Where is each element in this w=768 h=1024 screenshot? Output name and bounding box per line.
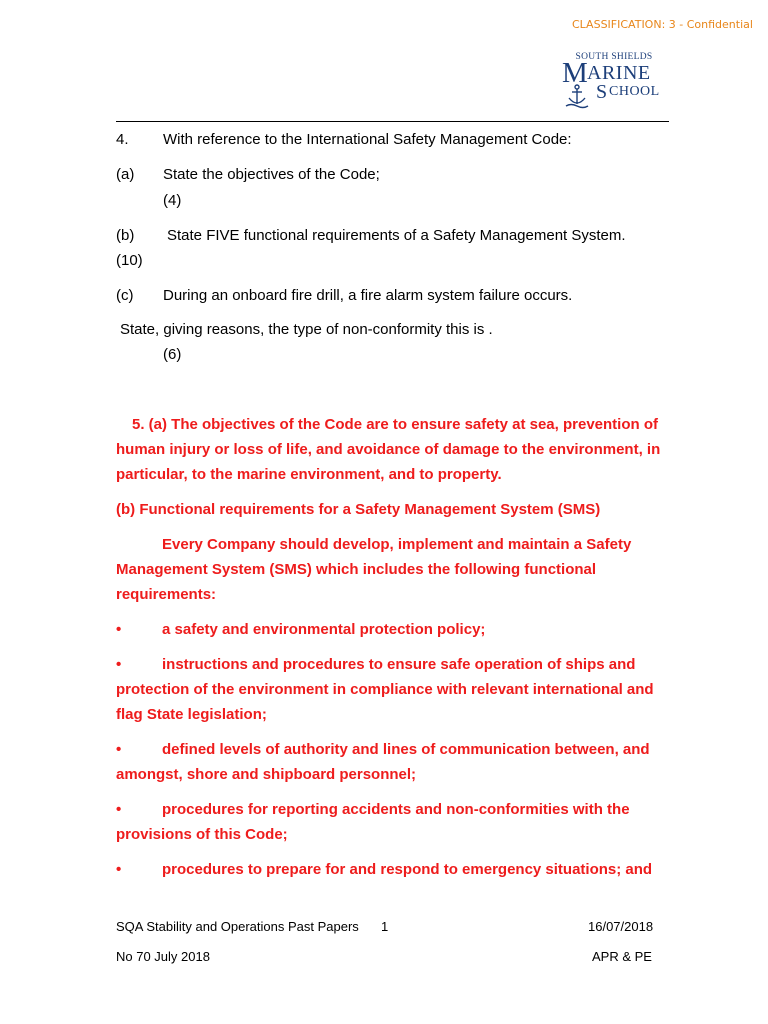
part-c-marks: (6) xyxy=(163,346,182,363)
header-rule xyxy=(116,121,669,122)
logo-line2: ARINE xyxy=(587,62,651,84)
answer-b-intro: Every Company should develop, implement and maintain a Safety Management System (SMS) which includes the following functional requirements: xyxy=(116,536,632,603)
bullet-marker: • xyxy=(116,621,122,638)
answer-bullet-2 xyxy=(116,652,676,727)
question-number: 4. xyxy=(116,131,129,148)
logo-initial-s: S xyxy=(596,81,608,103)
answer-bullet-5 xyxy=(116,857,676,882)
part-a-text: State the objectives of the Code; xyxy=(163,166,380,183)
question-stem: With reference to the International Safety Management Code: xyxy=(163,131,572,148)
answer-bullet-4 xyxy=(116,797,676,847)
bullet-marker: • xyxy=(116,861,122,878)
part-c-followup: State, giving reasons, the type of non-conformity this is . xyxy=(120,321,493,338)
school-logo xyxy=(560,48,668,110)
bullet-text: a safety and environmental protection policy; xyxy=(162,621,486,638)
bullet-text: instructions and procedures to ensure safe operation of ships and protection of the environment in compliance with relevant international and flag State legislation; xyxy=(116,656,654,723)
part-c-label: (c) xyxy=(116,287,134,304)
part-c-text: During an onboard fire drill, a fire alarm system failure occurs. xyxy=(163,287,573,304)
bullet-marker: • xyxy=(116,741,122,758)
footer-issue: No 70 July 2018 xyxy=(116,949,210,964)
bullet-marker: • xyxy=(116,656,122,673)
bullet-text: procedures for reporting accidents and non-conformities with the provisions of this Code; xyxy=(116,801,630,843)
classification-label: CLASSIFICATION: 3 - Confidential xyxy=(572,18,753,31)
bullet-text: procedures to prepare for and respond to emergency situations; and xyxy=(162,861,653,878)
footer-title: SQA Stability and Operations Past Papers xyxy=(116,919,359,934)
part-a-marks: (4) xyxy=(163,192,182,209)
footer-author: APR & PE xyxy=(592,949,652,964)
logo-line3: CHOOL xyxy=(609,84,660,99)
part-b-text: State FIVE functional requirements of a Safety Management System. xyxy=(167,227,626,244)
logo-initial-m: M xyxy=(562,57,588,89)
bullet-marker: • xyxy=(116,801,122,818)
footer-date: 16/07/2018 xyxy=(588,919,654,934)
part-a-label: (a) xyxy=(116,166,135,183)
answer-bullet-3 xyxy=(116,737,676,787)
logo-line1: SOUTH SHIELDS xyxy=(575,52,653,62)
answer-b-heading: (b) Functional requirements for a Safety Management System (SMS) xyxy=(116,501,601,518)
footer-page-number: 1 xyxy=(381,919,389,934)
answer-bullet-1 xyxy=(116,617,676,642)
part-b-marks: (10) xyxy=(116,252,143,269)
bullet-text: defined levels of authority and lines of communication between, and amongst, shore and shipboard personnel; xyxy=(116,741,650,783)
part-b-label: (b) xyxy=(116,227,135,244)
answer-a: 5. (a) The objectives of the Code are to ensure safety at sea, prevention of human injury or loss of life, and avoidance of damage to the environment, in particular, to the marine environment, and to property. xyxy=(116,416,661,483)
